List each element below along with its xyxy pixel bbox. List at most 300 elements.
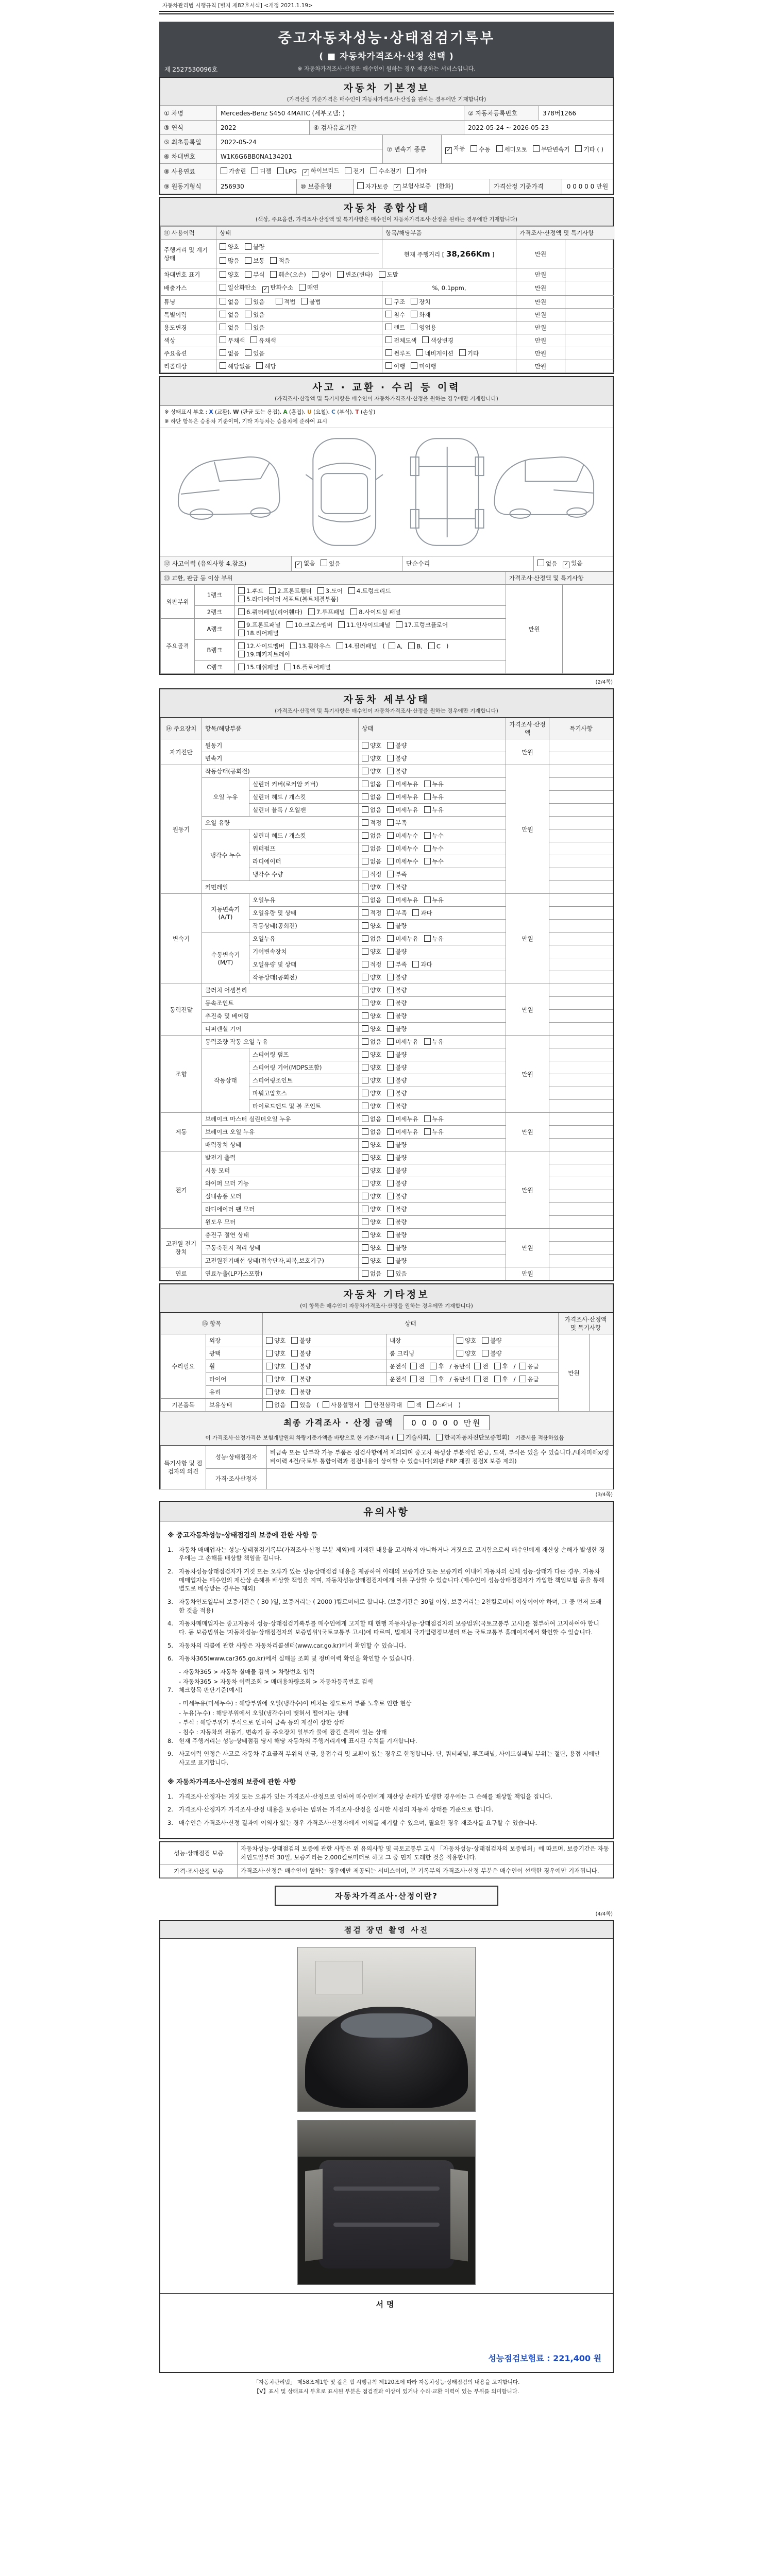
checkbox[interactable] (245, 311, 251, 317)
guide-row-2 (160, 1865, 613, 1878)
detail-state-options (359, 1061, 506, 1074)
checkbox[interactable] (337, 642, 343, 649)
checkbox[interactable] (365, 1401, 372, 1408)
checkbox[interactable] (474, 1376, 481, 1382)
checkbox[interactable] (411, 311, 417, 317)
checkbox[interactable] (299, 284, 306, 291)
checkbox[interactable] (387, 1193, 394, 1199)
checkbox[interactable] (362, 987, 368, 993)
checkbox[interactable] (362, 909, 368, 916)
checkbox[interactable] (416, 349, 423, 356)
detail-state-options (359, 1036, 506, 1048)
signature-title: 서명 (376, 2300, 397, 2310)
checkbox-option (295, 559, 315, 569)
checkbox[interactable] (411, 298, 417, 304)
checkbox[interactable] (424, 935, 431, 942)
checkbox[interactable] (276, 298, 282, 304)
checkbox[interactable] (387, 858, 394, 865)
checkbox[interactable] (362, 974, 368, 980)
checkbox[interactable] (411, 324, 417, 330)
checkbox[interactable] (266, 1388, 273, 1395)
checkbox[interactable] (387, 819, 394, 826)
checkbox[interactable] (287, 621, 293, 628)
checkbox-option (427, 1401, 452, 1409)
basic-section-note: (가격산정 기준가격은 매수인이 자동차가격조사·산정을 원하는 경우에만 기재합니다) (287, 96, 486, 103)
checkbox-label: 불량 (299, 1388, 311, 1396)
checkbox[interactable] (424, 1115, 431, 1122)
checkbox[interactable] (387, 896, 394, 903)
checkbox[interactable] (424, 806, 431, 813)
checkbox[interactable] (362, 1180, 368, 1187)
checkbox[interactable] (220, 349, 226, 356)
checkbox-option (424, 806, 444, 814)
checkbox-label: 디젤 (260, 167, 272, 175)
checkbox[interactable] (387, 1012, 394, 1019)
checkbox[interactable] (387, 1128, 394, 1135)
checkbox[interactable] (389, 642, 395, 649)
checkbox[interactable] (474, 1363, 481, 1369)
detail-item-label: 등속조인트 (202, 997, 359, 1010)
checkbox[interactable] (238, 621, 245, 628)
checkbox[interactable] (250, 336, 257, 343)
checkbox[interactable] (482, 1350, 489, 1357)
checkbox[interactable] (321, 560, 327, 566)
detail-remark-cell (549, 945, 613, 958)
checkbox[interactable]: ✓ (303, 170, 309, 176)
checkbox[interactable] (424, 1038, 431, 1045)
checkbox[interactable] (436, 1434, 443, 1440)
checkbox[interactable] (459, 349, 466, 356)
checkbox[interactable] (387, 1103, 394, 1109)
checkbox[interactable] (291, 1401, 298, 1408)
checkbox[interactable] (387, 1206, 394, 1212)
checkbox[interactable] (519, 1363, 526, 1369)
checkbox[interactable] (387, 1154, 394, 1161)
checkbox[interactable] (308, 608, 315, 615)
checkbox[interactable] (387, 755, 394, 761)
checkbox[interactable] (411, 362, 417, 369)
checkbox[interactable] (245, 271, 251, 278)
checkbox[interactable] (362, 1257, 368, 1264)
checkbox[interactable] (238, 642, 245, 649)
detail-item-label: 오일 유량 (202, 817, 359, 829)
checkbox-label: 있음 (253, 349, 265, 357)
checkbox[interactable] (408, 1401, 414, 1408)
checkbox-option (430, 1375, 444, 1383)
checkbox[interactable] (387, 768, 394, 774)
checkbox[interactable] (430, 1363, 436, 1369)
checkbox[interactable] (387, 987, 394, 993)
detail-remark-cell (549, 1074, 613, 1087)
checkbox[interactable] (350, 608, 357, 615)
checkbox[interactable] (245, 349, 251, 356)
checkbox[interactable]: ✓ (445, 147, 452, 154)
device-group-label: 원동기 (161, 765, 202, 894)
checkbox[interactable] (220, 324, 226, 330)
checkbox[interactable] (245, 243, 251, 250)
checkbox[interactable] (362, 871, 368, 877)
checkbox-option (362, 1089, 381, 1097)
checkbox[interactable] (387, 974, 394, 980)
checkbox[interactable] (387, 1141, 394, 1148)
checkbox[interactable] (387, 961, 394, 968)
checkbox[interactable]: ✓ (394, 184, 400, 191)
checkbox-option (387, 947, 407, 956)
checkbox[interactable] (266, 1376, 273, 1382)
checkbox-label: 미세누유 (395, 896, 418, 904)
checkbox[interactable] (387, 845, 394, 852)
checkbox[interactable] (270, 257, 277, 264)
checkbox-label: 양호 (370, 1051, 382, 1058)
checkbox[interactable] (362, 1051, 368, 1058)
checkbox[interactable] (362, 948, 368, 955)
state-code-legend: ※ 상태표시 부호 : X (교환), W (판금 또는 용접), A (흠집), U (요철), C (부식), T (손상) ※ 하단 항목은 승용차 기준이며, 기타 자동차는 승용차에 준하여 표시 (160, 405, 613, 428)
detail-item-label: 원동기 (202, 739, 359, 752)
checkbox-option (362, 947, 381, 956)
first-reg-value: 2022-05-24 (221, 138, 257, 146)
checkbox[interactable] (387, 1077, 394, 1083)
checkbox[interactable] (238, 587, 245, 594)
checkbox[interactable] (362, 755, 368, 761)
checkbox[interactable] (245, 324, 251, 330)
checkbox[interactable] (387, 1038, 394, 1045)
checkbox[interactable] (428, 642, 435, 649)
checkbox-option (387, 1141, 407, 1149)
checkbox[interactable] (317, 587, 324, 594)
checkbox[interactable] (387, 742, 394, 749)
detail-item-label: 배력장치 상태 (202, 1139, 359, 1151)
checkbox[interactable] (362, 1038, 368, 1045)
checkbox[interactable] (470, 145, 477, 152)
checkbox-option (220, 257, 239, 265)
checkbox[interactable] (291, 1388, 298, 1395)
checkbox[interactable] (387, 781, 394, 787)
checkbox[interactable] (385, 324, 392, 330)
checkbox[interactable] (494, 1376, 501, 1382)
checkbox[interactable] (266, 1363, 273, 1369)
checkbox[interactable] (362, 1193, 368, 1199)
checkbox[interactable] (266, 1337, 273, 1344)
checkbox[interactable] (362, 1270, 368, 1277)
detail-item-label: 동력조향 작동 오일 누유 (202, 1036, 359, 1048)
checkbox-label: 불량 (395, 999, 407, 1007)
checkbox[interactable] (430, 1376, 436, 1382)
checkbox[interactable] (362, 922, 368, 929)
checkbox-label: 탄화수소 (270, 284, 293, 291)
detail-state-options (359, 842, 506, 855)
checkbox[interactable] (362, 1128, 368, 1135)
checkbox[interactable] (238, 608, 245, 615)
checkbox[interactable] (238, 651, 245, 657)
checkbox-label: 세미오토 (504, 145, 527, 153)
checkbox-label: 불량 (395, 948, 407, 955)
checkbox-label: 유채색 (259, 336, 276, 344)
checkbox[interactable] (387, 1231, 394, 1238)
checkbox[interactable] (387, 871, 394, 877)
appraiser-opinion-text (267, 1468, 613, 1489)
checkbox[interactable] (312, 271, 318, 278)
detail-item-label: 오일누유 (249, 933, 359, 945)
checkbox[interactable] (424, 858, 431, 865)
checkbox[interactable] (220, 298, 226, 304)
checkbox[interactable] (362, 1064, 368, 1071)
checkbox[interactable] (362, 768, 368, 774)
checkbox[interactable] (385, 362, 392, 369)
checkbox[interactable] (362, 742, 368, 749)
checkbox[interactable] (284, 664, 291, 670)
checkbox[interactable] (301, 298, 308, 304)
checkbox-option (270, 270, 306, 279)
checkbox[interactable] (533, 145, 540, 152)
summary-col-state: 상태 (216, 227, 382, 240)
checkbox[interactable] (362, 1090, 368, 1096)
checkbox[interactable] (220, 284, 226, 291)
checkbox[interactable] (519, 1376, 526, 1382)
detail-remark-cell (549, 971, 613, 984)
checkbox[interactable] (387, 922, 394, 929)
checkbox-option (362, 960, 381, 969)
detail-row (161, 739, 613, 752)
checkbox[interactable] (424, 781, 431, 787)
checkbox[interactable] (238, 596, 245, 602)
detail-state-options (359, 1203, 506, 1216)
checkbox[interactable] (291, 1350, 298, 1357)
checkbox[interactable] (362, 1206, 368, 1212)
detail-state-options (359, 1267, 506, 1280)
checkbox[interactable] (220, 362, 226, 369)
checkbox[interactable]: ✓ (563, 562, 569, 568)
final-price-note (163, 1433, 610, 1442)
checkbox-label: 가솔린 (229, 167, 246, 175)
checkbox[interactable] (412, 909, 419, 916)
checkbox-option (385, 311, 405, 319)
checkbox[interactable] (348, 587, 355, 594)
checkbox[interactable] (362, 1012, 368, 1019)
checkbox[interactable] (387, 935, 394, 942)
checkbox[interactable] (387, 909, 394, 916)
checkbox-option (411, 362, 436, 370)
checkbox[interactable] (220, 257, 226, 264)
detail-remark-cell (549, 739, 613, 752)
checkbox[interactable] (496, 145, 503, 152)
checkbox-label: 9.프론트패널 (246, 621, 281, 629)
checkbox[interactable]: ✓ (295, 562, 302, 568)
detail-remark-cell (549, 894, 613, 907)
detail-remark-cell (549, 1255, 613, 1267)
detail-remark-cell (549, 1216, 613, 1229)
checkbox[interactable] (385, 311, 392, 317)
checkbox[interactable] (387, 884, 394, 890)
detail-row (161, 1151, 613, 1164)
checkbox[interactable] (387, 1064, 394, 1071)
detail-item-label: 기어변속장치 (249, 945, 359, 958)
checkbox[interactable] (291, 1376, 298, 1382)
checkbox-label: 불량 (395, 1012, 407, 1020)
notice-item: 8. 현재 주행거리는 성능·상태점검 당시 해당 자동차의 주행거리계에 표시된 수치를 기재합니다. (167, 1737, 417, 1744)
checkbox[interactable] (270, 271, 277, 278)
checkbox[interactable] (396, 621, 402, 628)
checkbox[interactable] (256, 362, 263, 369)
checkbox[interactable] (362, 1167, 368, 1174)
rankB-options (235, 640, 506, 661)
checkbox[interactable] (277, 167, 284, 174)
checkbox[interactable] (245, 298, 251, 304)
checkbox[interactable] (291, 1337, 298, 1344)
checkbox[interactable] (266, 1401, 273, 1408)
checkbox[interactable] (385, 336, 392, 343)
checkbox[interactable] (387, 1244, 394, 1251)
checkbox[interactable] (387, 1218, 394, 1225)
checkbox-option (266, 1388, 285, 1396)
checkbox[interactable] (408, 642, 415, 649)
checkbox-option (362, 1050, 381, 1059)
checkbox[interactable] (424, 793, 431, 800)
checkbox[interactable] (387, 1270, 394, 1277)
checkbox[interactable] (387, 1025, 394, 1032)
summary-table (160, 226, 614, 373)
checkbox-option (387, 857, 418, 866)
checkbox[interactable] (362, 806, 368, 813)
checkbox[interactable] (323, 1401, 329, 1408)
checkbox[interactable] (362, 999, 368, 1006)
accident-history-label: ⑫ 사고이력 (유의사항 4.참조) (160, 556, 292, 571)
checkbox[interactable] (362, 1025, 368, 1032)
checkbox[interactable]: ✓ (262, 286, 269, 293)
car-diagram-svg (165, 432, 608, 553)
checkbox[interactable] (371, 167, 377, 174)
checkbox-label: 수동 (479, 145, 491, 153)
checkbox[interactable] (362, 858, 368, 865)
checkbox[interactable] (291, 1363, 298, 1369)
checkbox-option (470, 145, 490, 154)
checkbox[interactable] (220, 311, 226, 317)
checkbox-option (362, 1038, 381, 1046)
checkbox-label: 불량 (395, 1257, 407, 1264)
checkbox-label: 없음 (370, 1128, 382, 1136)
checkbox[interactable] (424, 896, 431, 903)
exchange-header: ⑬ 교환, 판금 등 이상 부위 (161, 572, 506, 585)
checkbox[interactable] (290, 642, 297, 649)
checkbox-label: 전 (482, 1376, 489, 1383)
checkbox-label: 있음 (253, 311, 265, 318)
checkbox[interactable] (387, 1090, 394, 1096)
checkbox[interactable] (482, 1337, 489, 1344)
checkbox[interactable] (220, 243, 226, 250)
checkbox[interactable] (537, 560, 544, 566)
checkbox[interactable] (362, 1115, 368, 1122)
checkbox-option (362, 857, 381, 866)
checkbox[interactable] (494, 1363, 501, 1369)
checkbox-option (428, 642, 441, 650)
checkbox[interactable] (269, 587, 276, 594)
checkbox-option (424, 896, 444, 904)
checkbox[interactable] (362, 896, 368, 903)
checkbox[interactable] (362, 781, 368, 787)
checkbox[interactable] (407, 167, 414, 174)
checkbox[interactable] (238, 630, 245, 636)
checkbox[interactable] (427, 1401, 434, 1408)
checkbox[interactable] (387, 1180, 394, 1187)
checkbox[interactable] (387, 948, 394, 955)
checkbox[interactable] (412, 961, 419, 968)
checkbox[interactable] (362, 1244, 368, 1251)
checkbox[interactable] (385, 349, 392, 356)
checkbox[interactable] (410, 1376, 417, 1382)
summary-section-title: 자동차 종합상태 (343, 202, 430, 214)
checkbox[interactable] (220, 271, 226, 278)
extra-row-glass (161, 1386, 613, 1399)
checkbox[interactable] (362, 832, 368, 839)
checkbox[interactable] (387, 1257, 394, 1264)
checkbox[interactable] (410, 1363, 417, 1369)
checkbox[interactable] (424, 845, 431, 852)
checkbox[interactable] (345, 167, 351, 174)
extra-row-tire (161, 1373, 613, 1386)
checkbox-option (387, 986, 407, 994)
checkbox[interactable] (457, 1337, 463, 1344)
checkbox[interactable] (387, 806, 394, 813)
checkbox[interactable] (387, 1115, 394, 1122)
checkbox[interactable] (362, 1231, 368, 1238)
checkbox[interactable] (362, 819, 368, 826)
checkbox[interactable] (422, 336, 429, 343)
checkbox[interactable] (362, 1077, 368, 1083)
checkbox[interactable] (362, 845, 368, 852)
checkbox[interactable] (220, 336, 226, 343)
checkbox[interactable] (387, 1051, 394, 1058)
checkbox[interactable] (362, 1141, 368, 1148)
checkbox[interactable] (387, 832, 394, 839)
extra-col-item: ⑮ 항목 (161, 1313, 263, 1334)
checkbox[interactable] (238, 664, 245, 670)
option-text: / (513, 1376, 516, 1383)
checkbox-option (245, 349, 264, 358)
checkbox[interactable] (362, 935, 368, 942)
checkbox[interactable] (387, 793, 394, 800)
checkbox[interactable] (387, 1167, 394, 1174)
checkbox[interactable] (245, 257, 251, 264)
checkbox[interactable] (385, 298, 392, 304)
checkbox[interactable] (362, 884, 368, 890)
detail-state-options (359, 1100, 506, 1113)
checkbox[interactable] (457, 1350, 463, 1357)
checkbox[interactable] (221, 167, 227, 174)
checkbox[interactable] (266, 1350, 273, 1357)
notice-subitem: - 누유(누수) : 해당부위에서 오일(냉각수)이 맺혀서 떨어지는 상태 (179, 1709, 349, 1717)
checkbox[interactable] (424, 832, 431, 839)
model-year-label: ③ 연식 (160, 121, 217, 134)
checkbox[interactable] (387, 999, 394, 1006)
checkbox-option (284, 663, 331, 671)
checkbox[interactable] (338, 621, 345, 628)
checkbox[interactable] (362, 1154, 368, 1161)
checkbox[interactable] (337, 271, 344, 278)
checkbox[interactable] (379, 271, 385, 278)
checkbox-option (474, 1375, 488, 1383)
checkbox-option (387, 1244, 407, 1252)
checkbox[interactable] (362, 793, 368, 800)
checkbox[interactable] (362, 1218, 368, 1225)
checkbox[interactable] (362, 961, 368, 968)
checkbox[interactable] (251, 167, 258, 174)
checkbox[interactable] (424, 1128, 431, 1135)
checkbox[interactable] (357, 182, 364, 189)
checkbox[interactable] (397, 1434, 404, 1440)
checkbox-label: 부족 (395, 909, 407, 917)
checkbox[interactable] (362, 1103, 368, 1109)
checkbox[interactable] (575, 145, 582, 152)
detail-remark-cell (549, 855, 613, 868)
